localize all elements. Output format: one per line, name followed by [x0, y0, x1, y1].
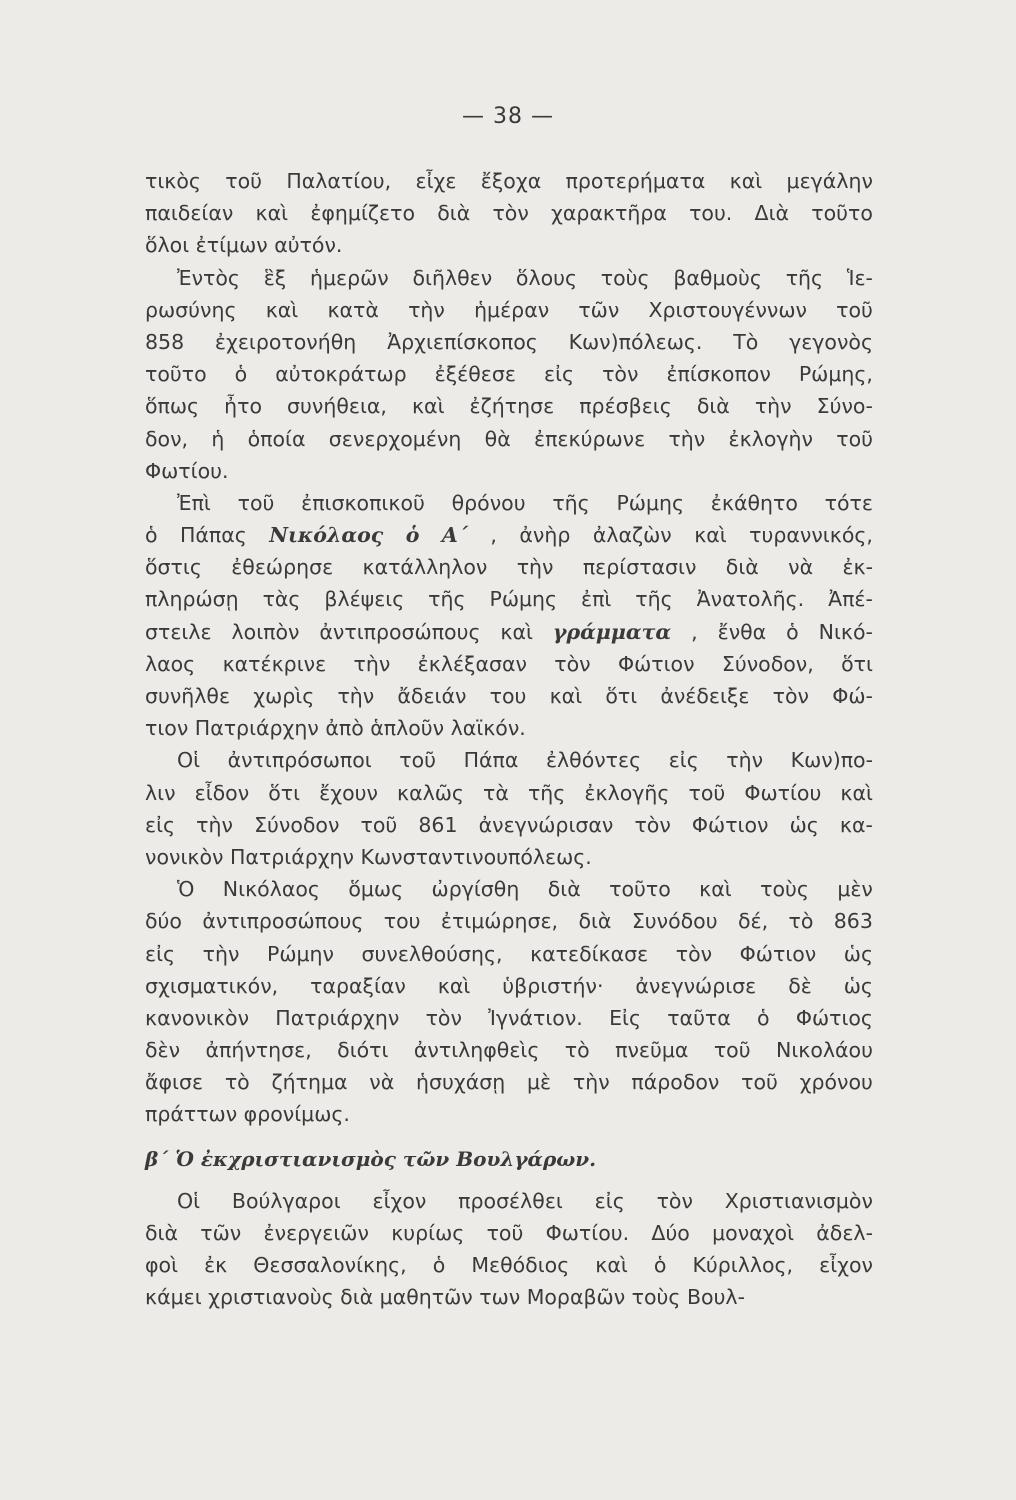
text-body	[145, 165, 873, 1313]
section-paragraph-line: φοὶ ἐκ Θεσσαλονίκης, ὁ Μεθόδιος καὶ ὁ Κύριλλος, εἶχον	[145, 1253, 873, 1277]
section-paragraph-line: Οἱ Βούλγαροι εἶχον προσέλθει εἰς τὸν Χριστιανισμὸν	[177, 1188, 873, 1213]
paragraph-line: στειλε λοιπὸν ἀντιπροσώπους καὶ γράμματα , ἔνθα ὁ Νικό-	[145, 619, 873, 644]
paragraph-line: λαος κατέκρινε τὴν ἐκλέξασαν τὸν Φώτιον Σύνοδον, ὅτι	[145, 651, 873, 676]
paragraph-line: σχισματικόν, ταραξίαν καὶ ὑβριστήν· ἀνεγνώρισε δὲ ὡς	[145, 973, 873, 998]
section-paragraph-line: κάμει χριστιανοὺς διὰ μαθητῶν των Μοραβῶν τοὺς Βουλ-	[145, 1285, 745, 1310]
paragraph-line: Ὁ Νικόλαος ὅμως ὠργίσθη διὰ τοῦτο καὶ τοὺς μὲν	[177, 877, 873, 902]
paragraph-line: ὅλοι ἐτίμων αὐτόν.	[145, 233, 343, 258]
paragraph-line: 858 ἐχειροτονήθη Ἀρχιεπίσκοπος Κων)πόλεως. Τὸ γεγονὸς	[145, 329, 873, 354]
paragraph-line: ἄφισε τὸ ζήτημα νὰ ἡσυχάσῃ μὲ τὴν πάροδον τοῦ χρόνου	[145, 1070, 873, 1095]
paragraph-line: ρωσύνης καὶ κατὰ τὴν ἡμέραν τῶν Χριστουγέννων τοῦ	[145, 297, 873, 322]
paragraph-line: τικὸς τοῦ Παλατίου, εἶχε ἔξοχα προτερήματα καὶ μεγάλην	[145, 169, 873, 193]
paragraph-line: τιον Πατριάρχην ἀπὸ ἁπλοῦν λαϊκόν.	[145, 716, 526, 741]
paragraph-line: τοῦτο ὁ αὐτοκράτωρ ἐξέθεσε εἰς τὸν ἐπίσκοπον Ρώμης,	[145, 362, 873, 387]
paragraph-line: Ἐντὸς ἓξ ἡμερῶν διῆλθεν ὅλους τοὺς βαθμοὺς τῆς Ἱε-	[177, 265, 873, 290]
paragraph-line: ὁ Πάπας Νικόλαος ὁ Α΄ , ἀνὴρ ἀλαζὼν καὶ τυραννικός,	[145, 523, 873, 548]
paragraph-line: εἰς τὴν Ρώμην συνελθούσης, κατεδίκασε τὸν Φώτιον ὡς	[145, 941, 873, 966]
section-paragraph-line: διὰ τῶν ἐνεργειῶν κυρίως τοῦ Φωτίου. Δύο μοναχοὶ ἀδελ-	[145, 1220, 873, 1245]
page-number: — 38 —	[462, 104, 554, 129]
paragraph-line: ὅστις ἐθεώρησε κατάλληλον τὴν περίστασιν διὰ νὰ ἐκ-	[145, 555, 873, 580]
paragraph-line: νονικὸν Πατριάρχην Κωνσταντινουπόλεως.	[145, 844, 592, 869]
paragraph-line: εἰς τὴν Σύνοδον τοῦ 861 ἀνεγνώρισαν τὸν Φώτιον ὡς κα-	[145, 812, 873, 837]
paragraph-line: πληρώσῃ τὰς βλέψεις τῆς Ρώμης ἐπὶ τῆς Ἀνατολῆς. Ἀπέ-	[145, 587, 873, 612]
paragraph-line: κανονικὸν Πατριάρχην τὸν Ἰγνάτιον. Εἰς ταῦτα ὁ Φώτιος	[145, 1005, 873, 1030]
paragraph-line: λιν εἶδον ὅτι ἔχουν καλῶς τὰ τῆς ἐκλογῆς τοῦ Φωτίου καὶ	[145, 780, 873, 805]
paragraph-line: Φωτίου.	[145, 458, 229, 483]
paragraph-line: ὅπως ἦτο συνήθεια, καὶ ἐζήτησε πρέσβεις διὰ τὴν Σύνο-	[145, 394, 873, 419]
paragraph-line: Ἐπὶ τοῦ ἐπισκοπικοῦ θρόνου τῆς Ρώμης ἐκάθητο τότε	[177, 490, 873, 515]
paragraph-line: πράττων φρονίμως.	[145, 1102, 350, 1127]
section-heading: β΄ Ὁ ἐκχριστιανισμὸς τῶν Βουλγάρων.	[145, 1146, 597, 1171]
paragraph-line: Οἱ ἀντιπρόσωποι τοῦ Πάπα ἐλθόντες εἰς τὴν Κων)πο-	[177, 748, 873, 773]
paragraph-line: παιδείαν καὶ ἐφημίζετο διὰ τὸν χαρακτῆρα του. Διὰ τοῦτο	[145, 201, 873, 226]
paragraph-line: δύο ἀντιπροσώπους του ἐτιμώρησε, διὰ Συνόδου δέ, τὸ 863	[145, 909, 873, 934]
paragraph-line: συνῆλθε χωρὶς τὴν ἄδειάν του καὶ ὅτι ἀνέδειξε τὸν Φώ-	[145, 684, 873, 708]
paragraph-line: δὲν ἀπήντησε, διότι ἀντιληφθεὶς τὸ πνεῦμα τοῦ Νικολάου	[145, 1038, 873, 1063]
paragraph-line: δον, ἡ ὁποία σενερχομένη θὰ ἐπεκύρωνε τὴν ἐκλογὴν τοῦ	[145, 426, 873, 451]
